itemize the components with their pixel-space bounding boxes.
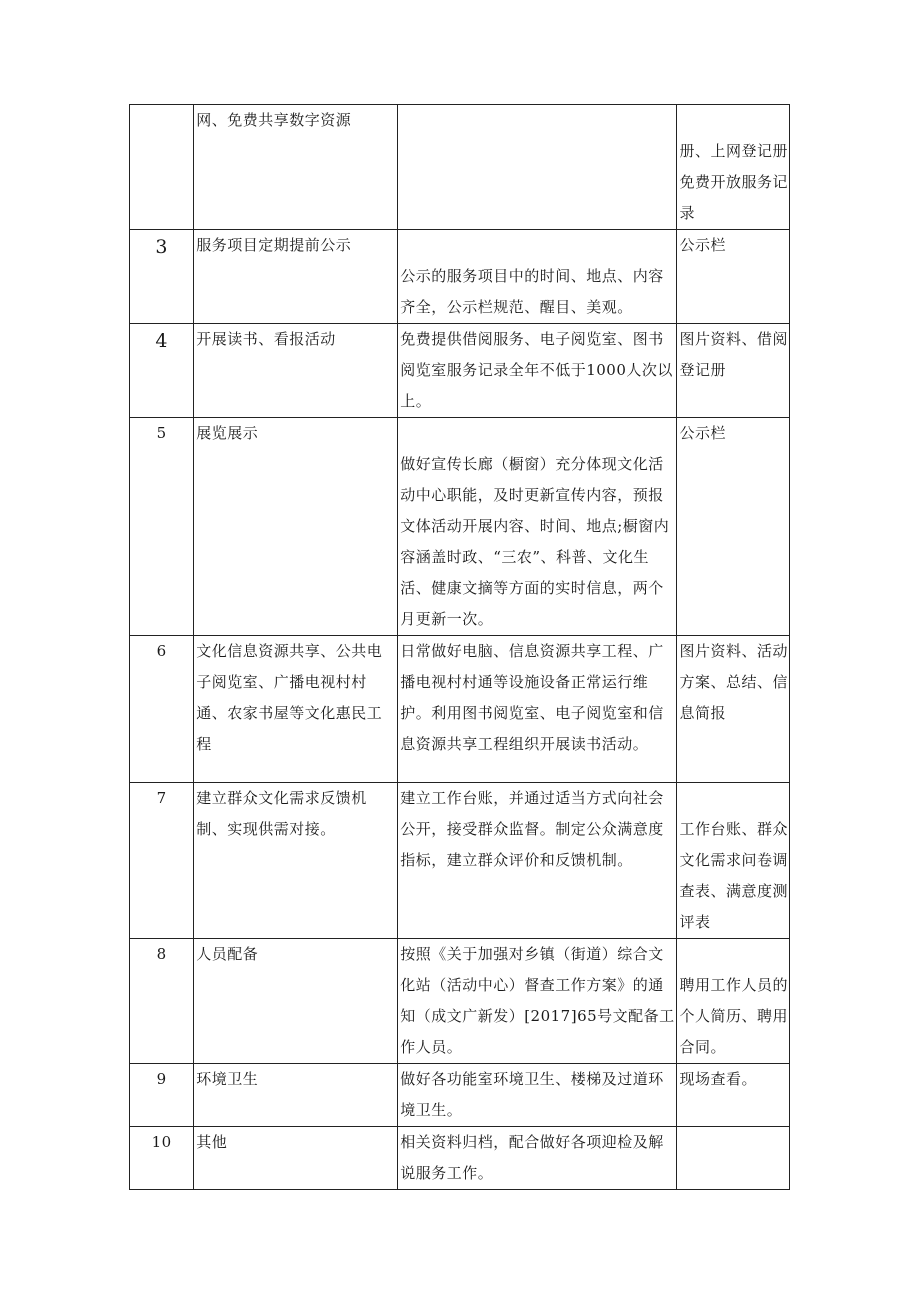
material-text: 图片资料、借阅登记册 [679,330,788,379]
row-number-cell [130,783,194,939]
item-cell [194,939,398,1064]
row-number: 7 [156,789,167,807]
standard-text: 建立工作台账，并通过适当方式向社会公开，接受群众监督。制定公众满意度指标，建立群众评价和反馈机制。 [400,789,664,869]
material-cell [677,1064,790,1127]
table-row [130,105,790,230]
row-number-cell [130,418,194,636]
material-cell [677,418,790,636]
standard-cell [398,418,677,636]
standard-text: 公示的服务项目中的时间、地点、内容齐全，公示栏规范、醒目、美观。 [400,267,664,316]
table-row [130,636,790,783]
standard-text: 相关资料归档，配合做好各项迎检及解说服务工作。 [400,1133,664,1182]
item-text: 开展读书、看报活动 [196,330,336,348]
item-cell [194,105,398,230]
row-number: 4 [155,330,168,352]
item-cell [194,636,398,783]
table-row [130,1127,790,1190]
item-cell [194,1127,398,1190]
row-number-cell [130,636,194,783]
material-text: 工作台账、群众文化需求问卷调查表、满意度测评表 [679,820,788,931]
standard-cell [398,230,677,324]
material-text: 册、上网登记册免费开放服务记录 [679,142,788,222]
item-cell [194,1064,398,1127]
row-number: 10 [151,1133,172,1151]
standard-text: 做好各功能室环境卫生、楼梯及过道环境卫生。 [400,1070,664,1119]
standard-cell [398,105,677,230]
row-number-cell [130,230,194,324]
material-cell [677,105,790,230]
standard-cell [398,1127,677,1190]
material-cell [677,636,790,783]
row-number-cell [130,324,194,418]
material-cell [677,939,790,1064]
item-cell [194,324,398,418]
material-text: 现场查看。 [679,1070,757,1088]
item-cell [194,418,398,636]
material-text: 公示栏 [679,236,726,254]
standard-cell [398,939,677,1064]
table-row [130,418,790,636]
standard-text: 免费提供借阅服务、电子阅览室、图书阅览室服务记录全年不低于1000人次以上。 [400,330,673,410]
material-cell [677,783,790,939]
material-text: 聘用工作人员的个人简历、聘用合同。 [679,976,788,1056]
standard-cell [398,783,677,939]
item-text: 环境卫生 [196,1070,259,1088]
material-cell [677,1127,790,1190]
material-cell [677,230,790,324]
row-number-cell [130,939,194,1064]
row-number: 6 [156,642,167,660]
table-row [130,324,790,418]
row-number-cell [130,1064,194,1127]
item-text: 展览展示 [196,424,259,442]
material-cell [677,324,790,418]
material-text: 公示栏 [679,424,726,442]
item-text: 人员配备 [196,945,259,963]
row-number: 8 [156,945,167,963]
standard-text: 做好宣传长廊（橱窗）充分体现文化活动中心职能，及时更新宣传内容，预报文体活动开展内容、时间、地点;橱窗内容涵盖时政、“三农”、科普、文化生活、健康文摘等方面的实时信息，两个月更新一次。 [400,455,670,628]
table-row [130,230,790,324]
item-cell [194,783,398,939]
row-number: 5 [156,424,167,442]
item-text: 网、免费共享数字资源 [196,111,352,129]
item-text: 服务项目定期提前公示 [196,236,352,254]
item-text: 文化信息资源共享、公共电子阅览室、广播电视村村通、农家书屋等文化惠民工程 [196,642,383,753]
table-row [130,939,790,1064]
row-number-cell [130,1127,194,1190]
row-number: 9 [156,1070,167,1088]
table-row [130,783,790,939]
material-text: 图片资料、活动方案、总结、信息简报 [679,642,788,722]
standard-cell [398,636,677,783]
item-text: 建立群众文化需求反馈机制、实现供需对接。 [196,789,367,838]
item-cell [194,230,398,324]
standards-table [129,104,790,1190]
standard-cell [398,1064,677,1127]
row-number-cell [130,105,194,230]
standard-text: 日常做好电脑、信息资源共享工程、广播电视村村通等设施设备正常运行维护。利用图书阅览室、电子阅览室和信息资源共享工程组织开展读书活动。 [400,642,664,753]
standard-cell [398,324,677,418]
item-text: 其他 [196,1133,228,1151]
table-row [130,1064,790,1127]
standard-text: 按照《关于加强对乡镇（街道）综合文化站（活动中心）督查工作方案》的通知（成文广新发）[2017]65号文配备工作人员。 [400,945,675,1056]
row-number: 3 [155,236,168,258]
